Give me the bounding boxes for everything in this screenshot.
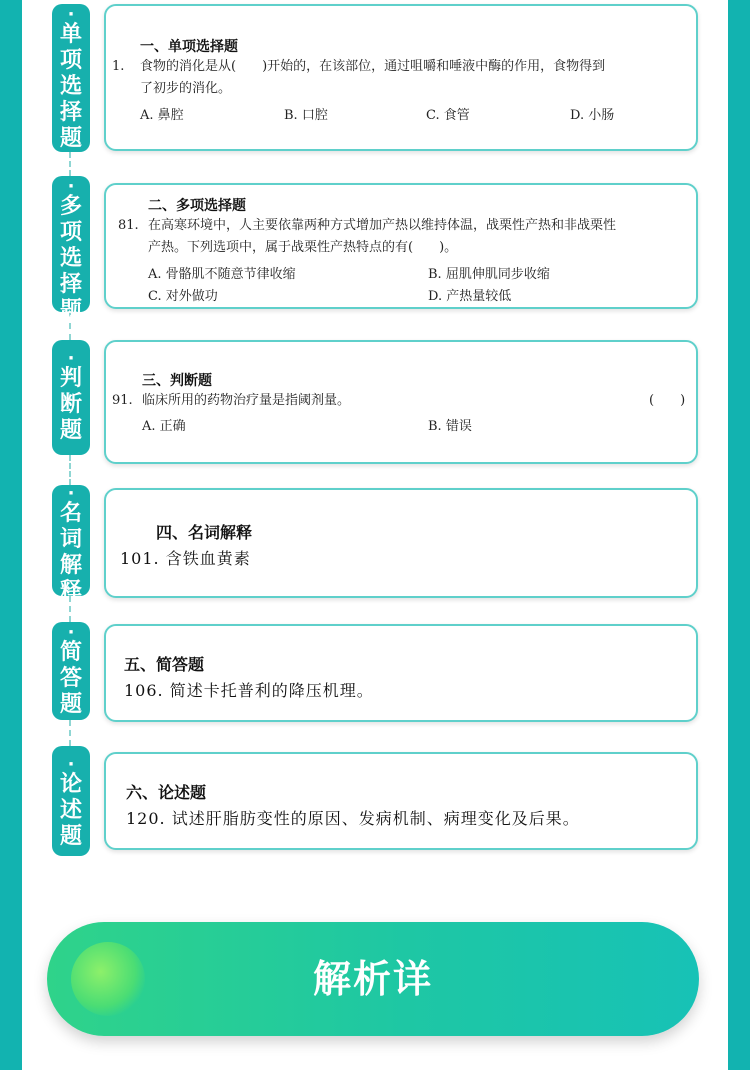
tag-essay[interactable]: · 论述题 (52, 746, 90, 856)
multiple-choice-card (104, 183, 698, 309)
option-d[interactable]: D. 产热量较低 (428, 289, 512, 304)
right-side-bar (728, 0, 750, 1070)
tag-multiple-choice[interactable]: · 多项选择题 (52, 176, 90, 312)
question-text-line2: 产热。下列选项中，属于战栗性产热特点的有( )。 (148, 240, 458, 255)
question-text: 临床所用的药物治疗量是指阈剂量。 (142, 393, 351, 408)
option-b[interactable]: B. 错误 (428, 419, 472, 434)
tag-label: 多项选择题 (59, 194, 82, 323)
true-false-card (104, 340, 698, 464)
question-text: 106. 简述卡托普利的降压机理。 (124, 681, 374, 700)
question-number: 91. (112, 393, 133, 408)
tag-single-choice[interactable]: · 单项选择题 (52, 4, 90, 152)
section-title: 四、名词解释 (156, 523, 253, 542)
section-title: 一、单项选择题 (140, 39, 238, 55)
option-c[interactable]: C. 食管 (426, 108, 470, 123)
left-side-bar (0, 0, 22, 1070)
short-answer-card (104, 624, 698, 722)
tag-label: 单项选择题 (59, 22, 82, 151)
section-title: 三、判断题 (142, 373, 212, 389)
section-title: 五、简答题 (124, 655, 205, 674)
option-a[interactable]: A. 鼻腔 (140, 108, 184, 123)
tag-term-explanation[interactable]: · 名词解释 (52, 485, 90, 596)
tag-label: 论述题 (59, 772, 82, 849)
tag-label: 判断题 (59, 366, 82, 443)
tag-true-false[interactable]: · 判断题 (52, 340, 90, 455)
tag-short-answer[interactable]: · 简答题 (52, 622, 90, 720)
answer-paren: ( ) (649, 393, 686, 408)
option-c[interactable]: C. 对外做功 (148, 289, 218, 304)
option-b[interactable]: B. 口腔 (284, 108, 328, 123)
tag-label: 简答题 (59, 640, 82, 717)
question-text: 101. 含铁血黄素 (120, 549, 251, 568)
view-analysis-label: 解析详 (312, 957, 433, 1001)
tag-connector (69, 720, 71, 746)
question-number: 1. (112, 59, 125, 74)
section-title: 二、多项选择题 (148, 198, 246, 214)
term-explanation-card (104, 488, 698, 598)
option-a[interactable]: A. 骨骼肌不随意节律收缩 (148, 267, 296, 282)
question-text-line2: 了初步的消化。 (140, 81, 232, 96)
option-b[interactable]: B. 屈肌伸肌同步收缩 (428, 267, 550, 282)
question-number: 81. (118, 218, 139, 233)
tag-connector (69, 455, 71, 485)
question-text: 120. 试述肝脂肪变性的原因、发病机制、病理变化及后果。 (126, 809, 580, 828)
view-analysis-button[interactable] (47, 922, 699, 1036)
tag-label: 名词解释 (59, 501, 82, 604)
single-choice-card (104, 4, 698, 151)
option-a[interactable]: A. 正确 (142, 419, 186, 434)
tag-connector (69, 152, 71, 176)
essay-card (104, 752, 698, 850)
question-text: 食物的消化是从( )开始的，在该部位，通过咀嚼和唾液中酶的作用，食物得到 (140, 59, 606, 74)
question-text: 在高寒环境中，人主要依靠两种方式增加产热以维持体温，战栗性产热和非战栗性 (148, 218, 617, 233)
section-title: 六、论述题 (126, 783, 207, 802)
option-d[interactable]: D. 小肠 (570, 108, 615, 123)
